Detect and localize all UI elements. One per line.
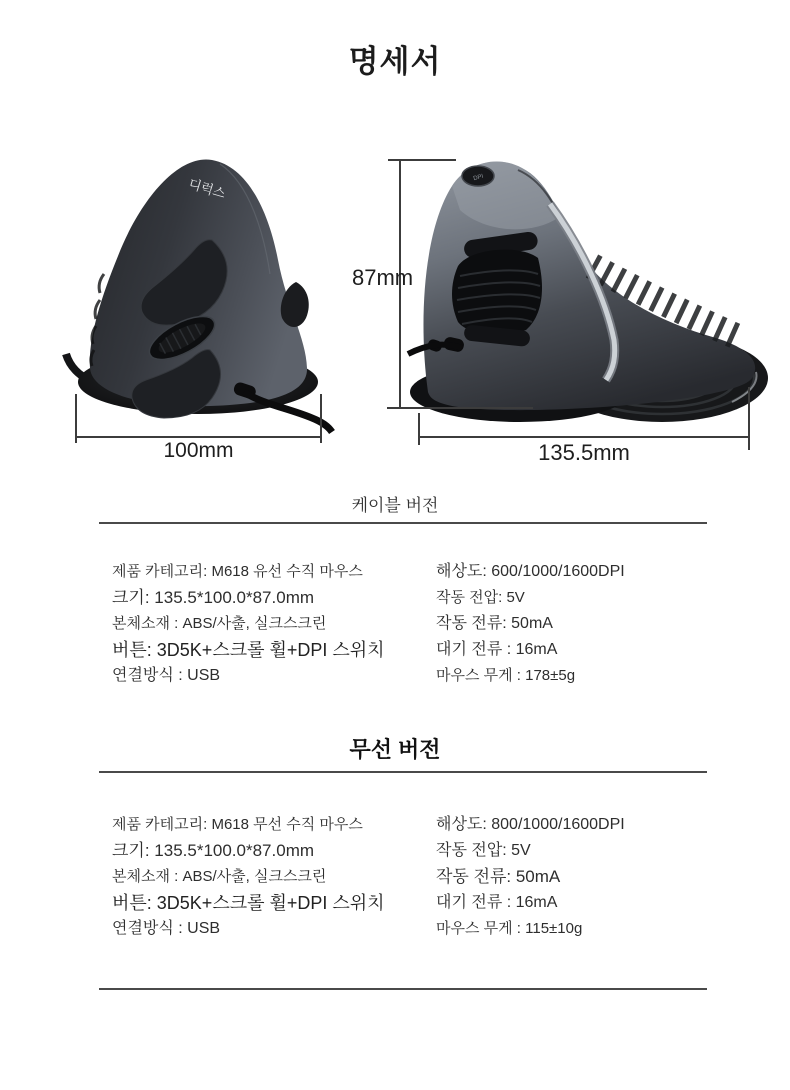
width-dim-tick-right [320,394,322,443]
section-rule [99,522,707,524]
spec-line: 연결방식 : USB [112,667,221,684]
spec-line: 크기: 135.5*100.0*87.0mm [112,841,315,860]
length-dim-label: 135.5mm [538,440,630,465]
spec-line: 버튼: 3D5K+스크롤 휠+DPI 스위치 [112,640,385,660]
spec-line: 작동 전류: 50mA [436,615,553,632]
spec-line: 작동 전류: 50mA [436,867,561,886]
wireless-spec-left-column [112,812,430,942]
cable-spec-left-column [112,559,430,689]
left-mouse-photo [60,142,340,437]
width-dim-tick-left [75,394,77,443]
page-title: 명세서 [348,44,442,79]
spec-line: 대기 전류 : 16mA [436,894,558,911]
spec-line: 본체소재 : ABS/사출, 실크스크린 [112,868,327,885]
spec-line: 해상도: 600/1000/1600DPI [436,563,625,580]
spec-line: 마우스 무게 : 115±10g [436,920,583,937]
dpi-button [462,166,494,186]
spec-line: 크기: 135.5*100.0*87.0mm [112,588,315,607]
spec-line: 제품 카테고리: M618 무선 수직 마우스 [112,816,363,833]
spec-line: 해상도: 800/1000/1600DPI [436,816,625,833]
section-heading-wireless: 무선 버전 [349,737,441,762]
spec-line: 버튼: 3D5K+스크롤 휠+DPI 스위치 [112,893,385,913]
height-dim-tick-top [388,159,456,161]
spec-line: 마우스 무게 : 178±5g [436,667,576,684]
spec-line: 연결방식 : USB [112,920,221,937]
right-mouse-photo [400,140,770,440]
height-dim-tick-bottom [387,407,533,409]
spec-line: 작동 전압: 5V [436,589,525,606]
spec-line: 작동 전압: 5V [436,842,531,859]
dpi-button-label: DPI [472,173,485,183]
spec-line: 본체소재 : ABS/사출, 실크스크린 [112,615,327,632]
spec-line: 제품 카테고리: M618 유선 수직 마우스 [112,563,363,580]
spec-line: 대기 전류 : 16mA [436,641,558,658]
cable-spec-right-column [436,559,736,689]
width-dim-label: 100mm [163,439,234,462]
wireless-spec-right-column [436,812,736,942]
section-rule [99,771,707,773]
bottom-rule [99,988,707,990]
brand-print: 디럭스 [186,175,228,202]
width-dim-line [75,436,322,438]
section-heading-cable: 케이블 버전 [351,496,439,515]
length-dim-line [418,436,750,438]
height-dim-label: 87mm [352,265,414,290]
